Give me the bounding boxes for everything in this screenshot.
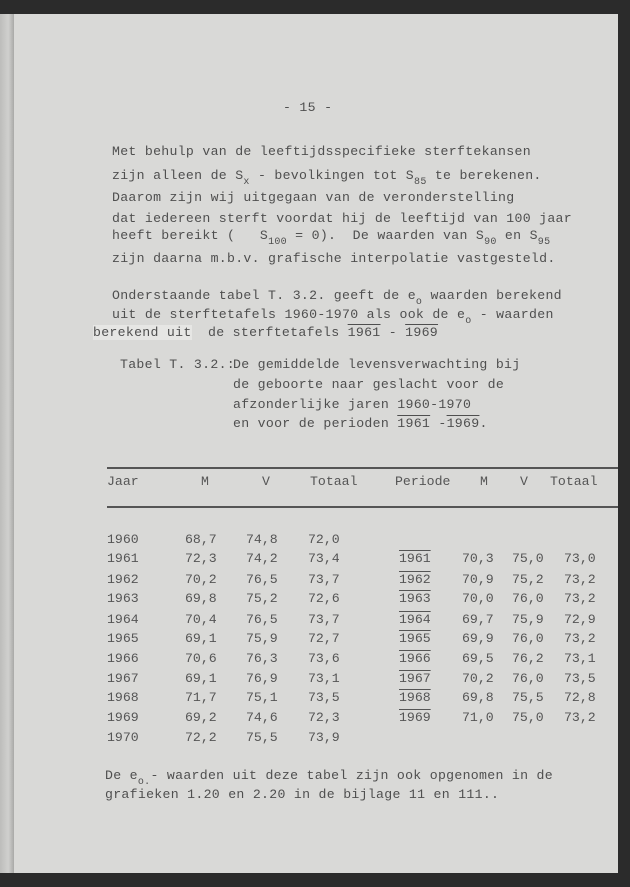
- year-cell-m: 72,3: [185, 551, 217, 566]
- header-v-period: V: [520, 474, 528, 489]
- period-cell-v: 76,0: [512, 631, 544, 646]
- year-cell-t: 73,7: [308, 572, 340, 587]
- period-cell-t: 73,1: [564, 651, 596, 666]
- table-header-rule: [107, 506, 618, 508]
- year-cell-t: 73,4: [308, 551, 340, 566]
- paragraph3-line2: grafieken 1.20 en 2.20 in de bijlage 11 en 111..: [105, 787, 500, 802]
- period-cell-m: 69,5: [462, 651, 494, 666]
- period-cell-t: 72,8: [564, 690, 596, 705]
- year-cell-v: 76,5: [246, 572, 278, 587]
- year-cell-jaar: 1965: [107, 631, 139, 646]
- period-cell-v: 75,2: [512, 572, 544, 587]
- period-cell-t: 73,0: [564, 551, 596, 566]
- table-caption-line1: De gemiddelde levensverwachting bij: [233, 357, 521, 372]
- table-caption-line3: afzonderlijke jaren 1960-1970: [233, 397, 472, 412]
- period-cell-v: 75,0: [512, 551, 544, 566]
- year-cell-m: 69,1: [185, 631, 217, 646]
- period-cell-v: 76,2: [512, 651, 544, 666]
- year-cell-m: 70,2: [185, 572, 217, 587]
- year-cell-t: 72,3: [308, 710, 340, 725]
- year-cell-m: 72,2: [185, 730, 217, 745]
- header-m-period: M: [480, 474, 488, 489]
- year-cell-jaar: 1969: [107, 710, 139, 725]
- year-cell-m: 69,8: [185, 591, 217, 606]
- header-jaar: Jaar: [107, 474, 139, 489]
- year-cell-t: 73,5: [308, 690, 340, 705]
- paragraph3-line1: De $e_{o.}-$ waarden uit deze tabel zijn ook opgenomen in de: [105, 768, 553, 788]
- period-cell-m: 70,0: [462, 591, 494, 606]
- table-caption-line4: en voor de perioden 1961 -1969.: [233, 416, 488, 431]
- year-cell-jaar: 1963: [107, 591, 139, 606]
- year-cell-t: 72,7: [308, 631, 340, 646]
- period-cell-v: 75,0: [512, 710, 544, 725]
- paragraph1-line2: zijn alleen de $S_x$ - bevolkingen tot $S_{85}$ te berekenen.: [112, 168, 542, 188]
- table-caption-line2: de geboorte naar geslacht voor de: [233, 377, 505, 392]
- year-cell-t: 73,1: [308, 671, 340, 686]
- year-cell-v: 75,2: [246, 591, 278, 606]
- period-cell-p: 1966: [399, 651, 431, 666]
- year-cell-m: 71,7: [185, 690, 217, 705]
- period-cell-m: 69,8: [462, 690, 494, 705]
- year-cell-v: 75,5: [246, 730, 278, 745]
- header-totaal: Totaal: [310, 474, 358, 489]
- year-cell-t: 72,6: [308, 591, 340, 606]
- period-cell-v: 75,9: [512, 612, 544, 627]
- year-cell-t: 73,6: [308, 651, 340, 666]
- year-cell-jaar: 1962: [107, 572, 139, 587]
- year-cell-v: 74,8: [246, 532, 278, 547]
- header-totaal-period: Totaal: [550, 474, 598, 489]
- period-cell-m: 70,9: [462, 572, 494, 587]
- page-binding-edge: [0, 14, 14, 873]
- header-v: V: [262, 474, 270, 489]
- period-cell-v: 76,0: [512, 591, 544, 606]
- period-cell-m: 69,9: [462, 631, 494, 646]
- table-caption-label: Tabel T. 3.2.:: [120, 357, 235, 372]
- table-top-rule: [107, 467, 618, 469]
- paragraph1-line5: heeft bereikt ( $S_{100} = 0$). De waarden van $S_{90}$ en $S_{95}$: [112, 228, 551, 248]
- period-cell-p: 1961: [399, 551, 431, 566]
- period-cell-p: 1969: [399, 710, 431, 725]
- period-cell-p: 1968: [399, 690, 431, 705]
- year-cell-m: 69,2: [185, 710, 217, 725]
- paragraph1-line1: Met behulp van de leeftijdsspecifieke sterftekansen: [112, 144, 531, 159]
- period-cell-t: 73,2: [564, 591, 596, 606]
- period-cell-m: 70,2: [462, 671, 494, 686]
- period-cell-p: 1962: [399, 572, 431, 587]
- year-cell-v: 74,2: [246, 551, 278, 566]
- year-cell-m: 70,6: [185, 651, 217, 666]
- period-cell-t: 72,9: [564, 612, 596, 627]
- year-cell-t: 73,7: [308, 612, 340, 627]
- year-cell-t: 72,0: [308, 532, 340, 547]
- year-cell-m: 70,4: [185, 612, 217, 627]
- period-cell-t: 73,2: [564, 710, 596, 725]
- year-cell-v: 74,6: [246, 710, 278, 725]
- paragraph2-line2: uit de sterftetafels 1960-1970 als ook de $e_o$ - waarden: [112, 307, 554, 327]
- paragraph1-line6: zijn daarna m.b.v. grafische interpolatie vastgesteld.: [112, 251, 556, 266]
- period-cell-t: 73,2: [564, 572, 596, 587]
- period-cell-m: 70,3: [462, 551, 494, 566]
- period-cell-v: 75,5: [512, 690, 544, 705]
- period-cell-t: 73,2: [564, 631, 596, 646]
- period-cell-p: 1964: [399, 612, 431, 627]
- year-cell-jaar: 1970: [107, 730, 139, 745]
- year-cell-v: 75,9: [246, 631, 278, 646]
- paragraph1-line4: dat iedereen sterft voordat hij de leeftijd van 100 jaar: [112, 211, 572, 226]
- year-cell-jaar: 1961: [107, 551, 139, 566]
- paragraph2-line3: berekend uit de sterftetafels 1961 - 1969: [93, 325, 439, 340]
- year-cell-v: 76,3: [246, 651, 278, 666]
- period-cell-p: 1967: [399, 671, 431, 686]
- year-cell-jaar: 1967: [107, 671, 139, 686]
- year-cell-v: 75,1: [246, 690, 278, 705]
- year-cell-jaar: 1964: [107, 612, 139, 627]
- year-cell-jaar: 1966: [107, 651, 139, 666]
- year-cell-v: 76,5: [246, 612, 278, 627]
- year-cell-jaar: 1968: [107, 690, 139, 705]
- year-cell-v: 76,9: [246, 671, 278, 686]
- year-cell-jaar: 1960: [107, 532, 139, 547]
- period-cell-t: 73,5: [564, 671, 596, 686]
- header-m: M: [201, 474, 209, 489]
- period-cell-m: 71,0: [462, 710, 494, 725]
- period-cell-m: 69,7: [462, 612, 494, 627]
- period-cell-p: 1965: [399, 631, 431, 646]
- paragraph2-line1: Onderstaande tabel T. 3.2. geeft de $e_o$ waarden berekend: [112, 288, 562, 308]
- paragraph1-line3: Daarom zijn wij uitgegaan van de veronderstelling: [112, 190, 515, 205]
- header-periode: Periode: [395, 474, 451, 489]
- page-number: - 15 -: [283, 100, 333, 115]
- period-cell-p: 1963: [399, 591, 431, 606]
- year-cell-m: 68,7: [185, 532, 217, 547]
- year-cell-t: 73,9: [308, 730, 340, 745]
- period-cell-v: 76,0: [512, 671, 544, 686]
- year-cell-m: 69,1: [185, 671, 217, 686]
